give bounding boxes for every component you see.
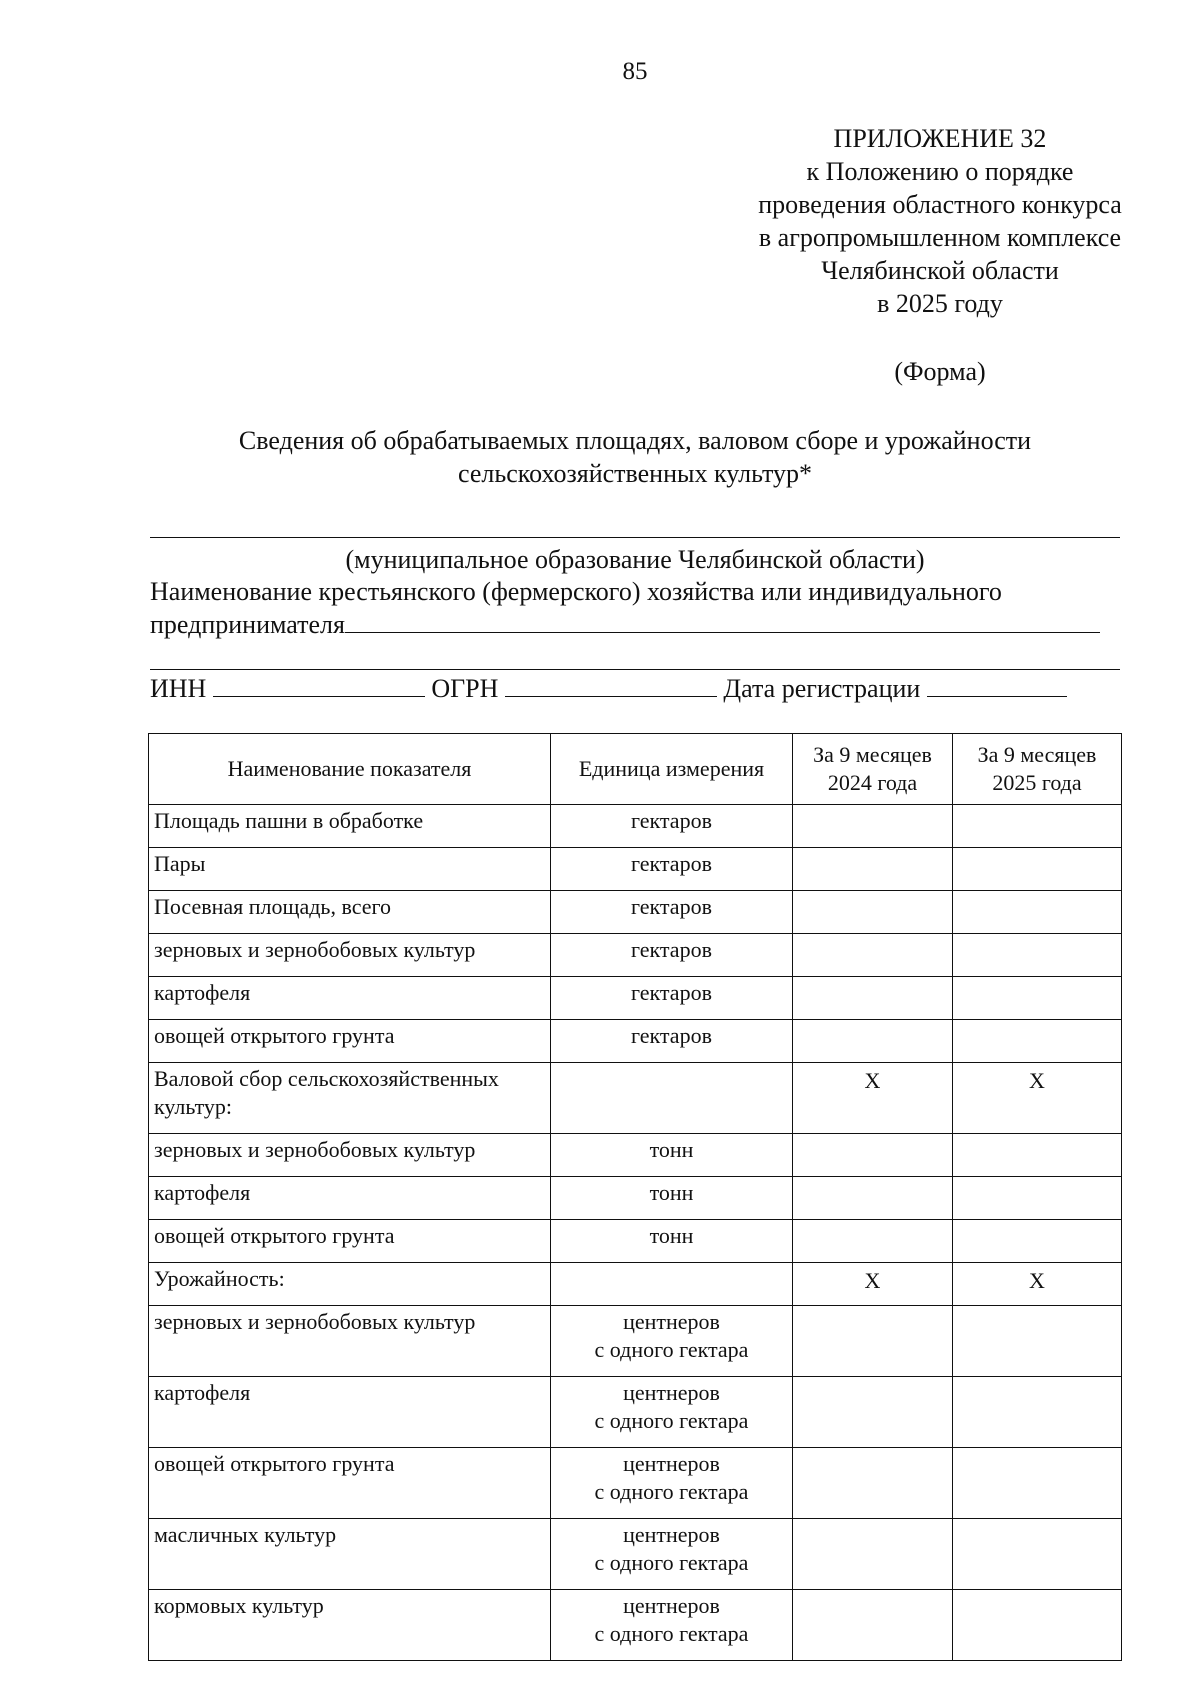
row-unit: тонн bbox=[551, 1134, 793, 1177]
header-2024-line2: 2024 года bbox=[827, 770, 918, 795]
row-unit bbox=[551, 1377, 793, 1448]
row-unit-line1: центнеров bbox=[623, 1451, 720, 1476]
row-name: овощей открытого грунта bbox=[149, 1020, 551, 1063]
value-2024-cell[interactable] bbox=[793, 1020, 953, 1063]
header-2025-line2: 2025 года bbox=[992, 770, 1082, 795]
inn-label: ИНН bbox=[150, 674, 207, 703]
row-name: овощей открытого грунта bbox=[149, 1220, 551, 1263]
table-row bbox=[149, 805, 1122, 848]
value-2025-cell[interactable] bbox=[953, 1177, 1122, 1220]
value-2025-cell[interactable] bbox=[953, 1448, 1122, 1519]
value-2024-cell[interactable] bbox=[793, 1377, 953, 1448]
value-2025-cell[interactable] bbox=[953, 1377, 1122, 1448]
document-title-line: Сведения об обрабатываемых площадях, валовом сборе и урожайности bbox=[238, 426, 1032, 455]
row-name: зерновых и зернобобовых культур bbox=[149, 934, 551, 977]
row-unit: гектаров bbox=[551, 934, 793, 977]
table-row bbox=[149, 1590, 1122, 1661]
table-row bbox=[149, 1063, 1122, 1134]
value-2025-cell[interactable] bbox=[953, 977, 1122, 1020]
farm-name-field-line2[interactable] bbox=[150, 669, 1120, 670]
value-2025-cell[interactable] bbox=[953, 805, 1122, 848]
value-2024-cell[interactable] bbox=[793, 891, 953, 934]
inn-field[interactable] bbox=[213, 674, 425, 697]
farm-name-label: Наименование крестьянского (фермерского) хозяйства или индивидуального bbox=[150, 577, 1002, 606]
row-unit: гектаров bbox=[551, 805, 793, 848]
row-name: зерновых и зернобобовых культур bbox=[149, 1134, 551, 1177]
row-unit bbox=[551, 1063, 793, 1134]
row-name: картофеля bbox=[149, 977, 551, 1020]
form-label: (Форма) bbox=[894, 357, 986, 386]
value-2024-cell[interactable] bbox=[793, 1448, 953, 1519]
value-2024-cell[interactable] bbox=[793, 1220, 953, 1263]
reg-date-label: Дата регистрации bbox=[723, 674, 921, 703]
header-2025 bbox=[953, 734, 1122, 805]
value-2024-cell[interactable] bbox=[793, 977, 953, 1020]
row-unit-line2: с одного гектара bbox=[594, 1479, 749, 1504]
value-2024-cell[interactable] bbox=[793, 1134, 953, 1177]
reg-date-field[interactable] bbox=[927, 674, 1067, 697]
appendix-line: в агропромышленном комплексе bbox=[758, 223, 1122, 252]
value-2024-cell[interactable] bbox=[793, 934, 953, 977]
row-name: Урожайность: bbox=[149, 1263, 551, 1306]
page-number: 85 bbox=[622, 58, 648, 85]
value-2025-cell: X bbox=[953, 1063, 1122, 1134]
row-name: Пары bbox=[149, 848, 551, 891]
value-2025-cell[interactable] bbox=[953, 1590, 1122, 1661]
row-unit bbox=[551, 1590, 793, 1661]
value-2024-cell[interactable] bbox=[793, 805, 953, 848]
row-unit: гектаров bbox=[551, 848, 793, 891]
header-unit: Единица измерения bbox=[551, 734, 793, 805]
table-row bbox=[149, 848, 1122, 891]
document-title bbox=[150, 424, 1120, 490]
row-unit-line1: центнеров bbox=[623, 1593, 720, 1618]
registration-ids bbox=[150, 674, 1067, 704]
value-2024-cell: X bbox=[793, 1263, 953, 1306]
row-unit-line2: с одного гектара bbox=[594, 1550, 749, 1575]
entrepreneur-label: предпринимателя bbox=[150, 610, 345, 639]
value-2025-cell[interactable] bbox=[953, 1020, 1122, 1063]
municipality-caption: (муниципальное образование Челябинской области) bbox=[345, 545, 925, 574]
row-unit-line1: центнеров bbox=[623, 1522, 720, 1547]
row-name: картофеля bbox=[149, 1377, 551, 1448]
crop-data-table bbox=[148, 733, 1122, 1661]
row-name: Площадь пашни в обработке bbox=[149, 805, 551, 848]
farm-name-label-cont bbox=[150, 610, 1100, 640]
row-unit: тонн bbox=[551, 1177, 793, 1220]
appendix-line: проведения областного конкурса bbox=[758, 190, 1122, 219]
document-title-line: сельскохозяйственных культур* bbox=[458, 459, 812, 488]
value-2025-cell[interactable] bbox=[953, 934, 1122, 977]
value-2025-cell: X bbox=[953, 1263, 1122, 1306]
value-2024-cell[interactable] bbox=[793, 1519, 953, 1590]
row-unit bbox=[551, 1263, 793, 1306]
table-row bbox=[149, 1220, 1122, 1263]
table-row bbox=[149, 1177, 1122, 1220]
row-unit: гектаров bbox=[551, 891, 793, 934]
row-name: зерновых и зернобобовых культур bbox=[149, 1306, 551, 1377]
appendix-line: Челябинской области bbox=[821, 256, 1059, 285]
appendix-title: ПРИЛОЖЕНИЕ 32 bbox=[833, 124, 1047, 153]
ogrn-label: ОГРН bbox=[431, 674, 499, 703]
table-row bbox=[149, 1263, 1122, 1306]
appendix-line: в 2025 году bbox=[877, 289, 1003, 318]
table-row bbox=[149, 1306, 1122, 1377]
row-name: картофеля bbox=[149, 1177, 551, 1220]
municipality-field[interactable] bbox=[150, 537, 1120, 538]
value-2025-cell[interactable] bbox=[953, 1306, 1122, 1377]
header-2024-line1: За 9 месяцев bbox=[813, 742, 932, 767]
table-row bbox=[149, 977, 1122, 1020]
row-unit: гектаров bbox=[551, 1020, 793, 1063]
row-unit-line2: с одного гектара bbox=[594, 1337, 749, 1362]
header-2025-line1: За 9 месяцев bbox=[977, 742, 1097, 767]
table-row bbox=[149, 934, 1122, 977]
row-unit-line1: центнеров bbox=[623, 1309, 720, 1334]
row-name: овощей открытого грунта bbox=[149, 1448, 551, 1519]
appendix-header bbox=[700, 122, 1180, 320]
table-row bbox=[149, 1134, 1122, 1177]
value-2025-cell[interactable] bbox=[953, 1220, 1122, 1263]
table-row bbox=[149, 1020, 1122, 1063]
ogrn-field[interactable] bbox=[505, 674, 717, 697]
row-unit bbox=[551, 1448, 793, 1519]
value-2025-cell[interactable] bbox=[953, 1134, 1122, 1177]
table-row bbox=[149, 1377, 1122, 1448]
header-indicator: Наименование показателя bbox=[149, 734, 551, 805]
value-2025-cell[interactable] bbox=[953, 891, 1122, 934]
value-2024-cell[interactable] bbox=[793, 1590, 953, 1661]
value-2025-cell[interactable] bbox=[953, 848, 1122, 891]
value-2024-cell[interactable] bbox=[793, 848, 953, 891]
value-2025-cell[interactable] bbox=[953, 1519, 1122, 1590]
row-unit: гектаров bbox=[551, 977, 793, 1020]
value-2024-cell: X bbox=[793, 1063, 953, 1134]
row-name: Посевная площадь, всего bbox=[149, 891, 551, 934]
table-row bbox=[149, 1519, 1122, 1590]
table-row bbox=[149, 891, 1122, 934]
appendix-line: к Положению о порядке bbox=[806, 157, 1074, 186]
row-name: Валовой сбор сельскохозяйственных культур: bbox=[149, 1063, 551, 1134]
row-unit-line2: с одного гектара bbox=[594, 1621, 749, 1646]
row-unit-line1: центнеров bbox=[623, 1380, 720, 1405]
farm-name-field[interactable] bbox=[345, 610, 1100, 633]
row-unit bbox=[551, 1306, 793, 1377]
row-name: масличных культур bbox=[149, 1519, 551, 1590]
table-row bbox=[149, 1448, 1122, 1519]
row-unit bbox=[551, 1519, 793, 1590]
row-unit: тонн bbox=[551, 1220, 793, 1263]
value-2024-cell[interactable] bbox=[793, 1306, 953, 1377]
row-unit-line2: с одного гектара bbox=[594, 1408, 749, 1433]
table-header-row bbox=[149, 734, 1122, 805]
header-2024 bbox=[793, 734, 953, 805]
row-name: кормовых культур bbox=[149, 1590, 551, 1661]
value-2024-cell[interactable] bbox=[793, 1177, 953, 1220]
